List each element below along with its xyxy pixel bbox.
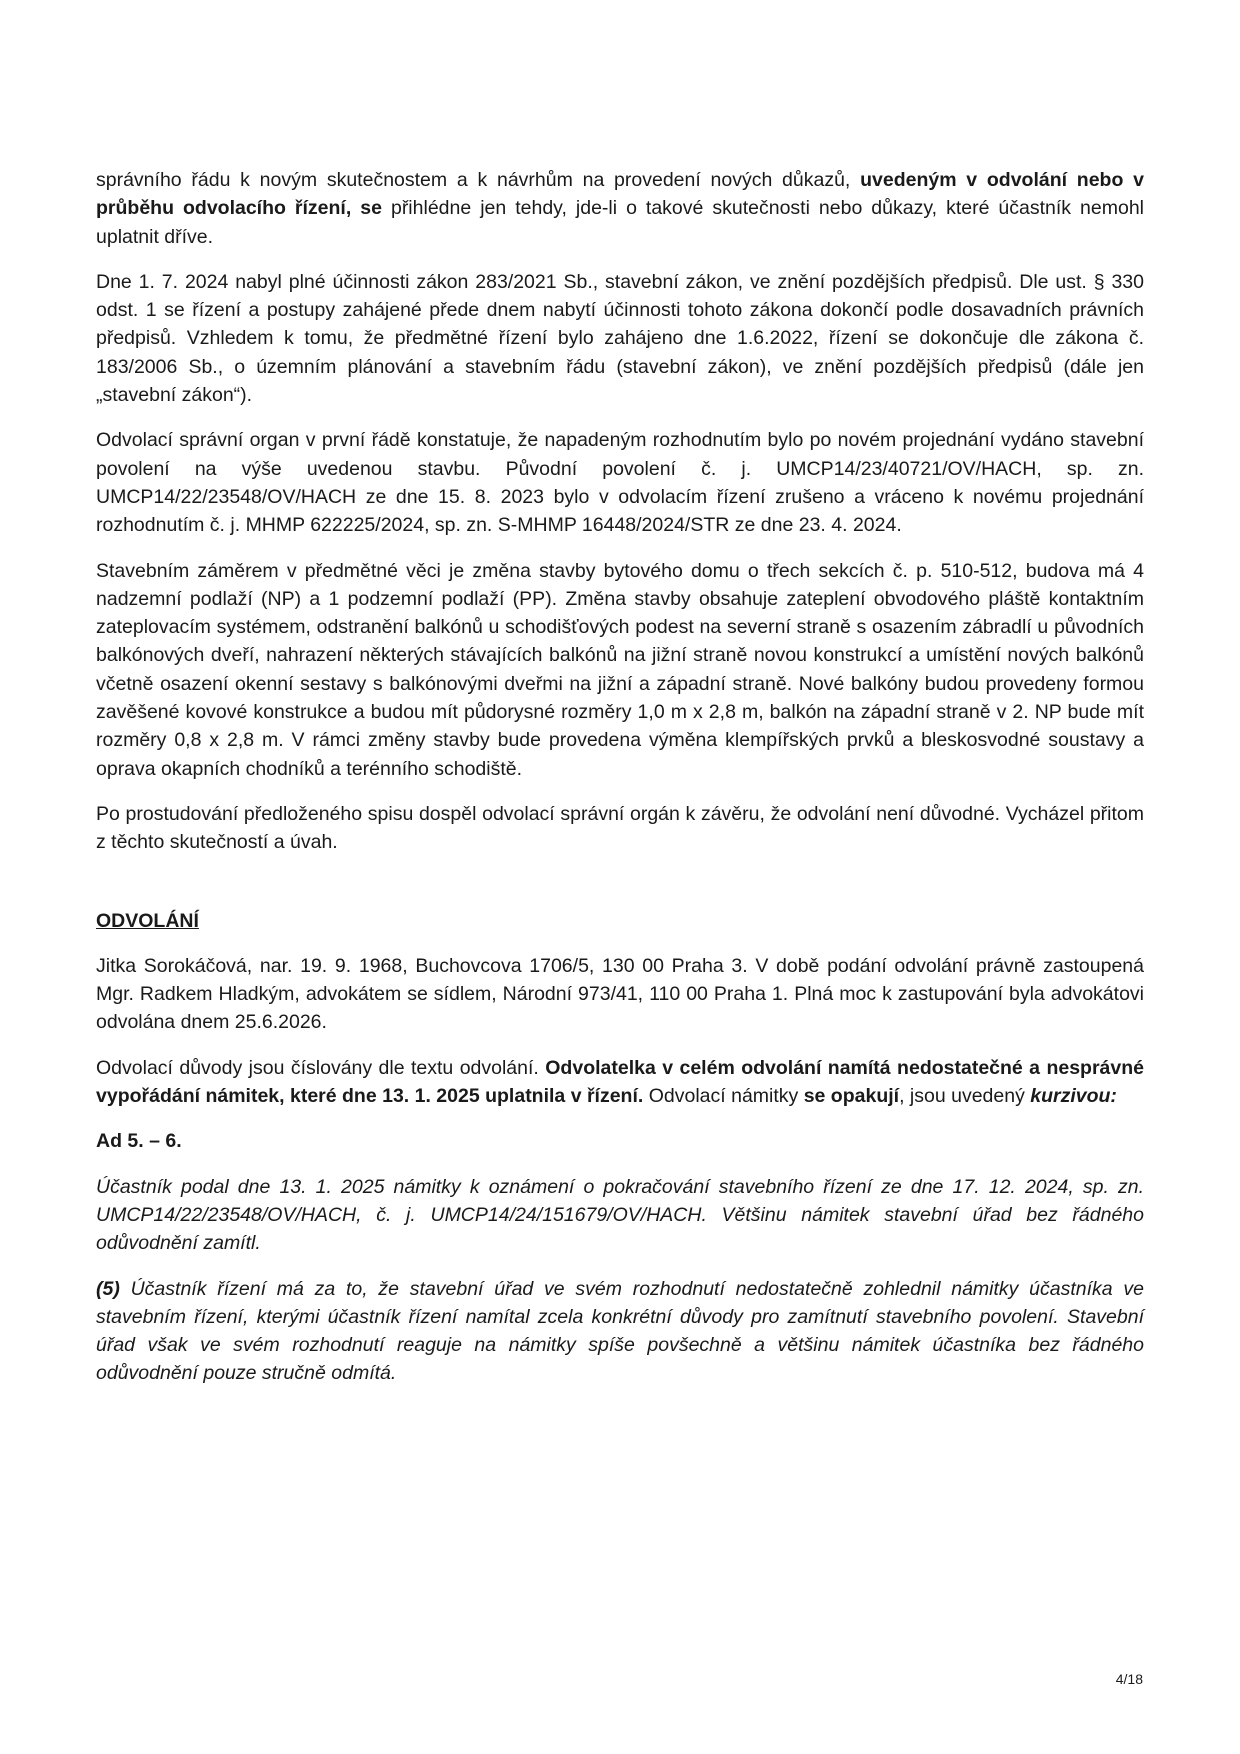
paragraph-7-bold-2: se opakují xyxy=(803,1085,900,1108)
section-heading: ODVOLÁNÍ xyxy=(96,909,199,932)
paragraph-9-number: (5) xyxy=(96,1277,120,1300)
paragraph-7 xyxy=(96,1054,1144,1111)
paragraph-1 xyxy=(96,166,1144,251)
page-number: 4/18 xyxy=(1115,1671,1143,1687)
paragraph-7-text-3: , jsou uvedený xyxy=(899,1085,1031,1108)
paragraph-8: Účastník podal dne 13. 1. 2025 námitky k oznámení o pokračování stavebního řízení ze dne 17. 12. 2024, sp. zn. UMCP14/22/23548/OV/HACH, č. j. UMCP14/24/151679/OV/HACH. Většinu námitek stavební úřad bez řádného odůvodnění zamítl. xyxy=(96,1175,1144,1255)
ad-heading: Ad 5. – 6. xyxy=(96,1130,182,1153)
paragraph-7-bold: Odvolatelka v celém odvolání namítá nedostatečné a nesprávné vypořádání námitek, které dne 13. 1. 2025 uplatnila v řízení. xyxy=(96,1056,1144,1108)
paragraph-7-text: Odvolací důvody jsou číslovány dle textu odvolání. xyxy=(96,1056,546,1079)
paragraph-5: Po prostudování předloženého spisu dospěl odvolací správní orgán k závěru, že odvolání není důvodné. Vycházel přitom z těchto skutečností a úvah. xyxy=(96,802,1144,854)
document-body xyxy=(96,166,1144,1405)
paragraph-9 xyxy=(96,1275,1144,1388)
paragraph-7-bold-italic: kurzivou: xyxy=(1030,1085,1117,1108)
paragraph-2: Dne 1. 7. 2024 nabyl plné účinnosti zákon 283/2021 Sb., stavební zákon, ve znění pozdějších předpisů. Dle ust. § 330 odst. 1 se řízení a postupy zahájené přede dnem nabytí účinnosti tohoto zákona dokončí podle dosavadních právních předpisů. Vzhledem k tomu, že předmětné řízení bylo zahájeno dne 1.6.2022, řízení se dokončuje dle zákona č. 183/2006 Sb., o územním plánování a stavebním řádu (stavební zákon), ve znění pozdějších předpisů (dále jen „stavební zákon“). xyxy=(96,270,1144,407)
paragraph-1-text: správního řádu k novým skutečnostem a k návrhům na provedení nových důkazů, xyxy=(96,169,861,191)
paragraph-4: Stavebním záměrem v předmětné věci je změna stavby bytového domu o třech sekcích č. p. 510-512, budova má 4 nadzemní podlaží (NP) a 1 podzemní podlaží (PP). Změna stavby obsahuje zateplení obvodového pláště kontaktním zateplovacím systémem, odstranění balkónů u schodišťových podest na severní straně s osazením zábradlí u původních balkónových dveří, nahrazení některých stávajících balkónů na jižní straně novou konstrukcí a umístění nových balkónů včetně osazení okenní sestavy s balkónovými dveřmi na jižní a západní straně. Nové balkóny budou provedeny formou zavěšené kovové konstrukce a budou mít půdorysné rozměry 1,0 m x 2,8 m, balkón na západní straně v 2. NP bude mít rozměry 0,8 x 2,8 m. V rámci změny stavby bude provedena výměna klempířských prvků a bleskosvodné soustavy a oprava okapních chodníků a terénního schodiště. xyxy=(96,559,1144,780)
paragraph-7-text-2: Odvolací námitky xyxy=(643,1085,804,1108)
paragraph-1-text-end: přihlédne jen tehdy, jde-li o takové skutečnosti nebo důkazy, které účastník nemohl uplatnit dříve. xyxy=(96,197,1144,248)
paragraph-9-text: Účastník řízení má za to, že stavební úřad ve svém rozhodnutí nedostatečně zohlednil námitky účastníka ve stavebním řízení, kterými účastník řízení namítal zcela konkrétní důvody pro zamítnutí stavebního povolení. Stavební úřad však ve svém rozhodnutí reaguje na námitky spíše povšechně a většinu námitek účastníka bez řádného odůvodnění pouze stručně odmítá. xyxy=(96,1277,1144,1385)
paragraph-1-bold: uvedeným v odvolání nebo v průběhu odvolacího řízení, se xyxy=(96,169,1144,220)
paragraph-3: Odvolací správní organ v první řádě konstatuje, že napadeným rozhodnutím bylo po novém projednání vydáno stavební povolení na výše uvedenou stavbu. Původní povolení č. j. UMCP14/23/40721/OV/HACH, sp. zn. UMCP14/22/23548/OV/HACH ze dne 15. 8. 2023 bylo v odvolacím řízení zrušeno a vráceno k novému projednání rozhodnutím č. j. MHMP 622225/2024, sp. zn. S-MHMP 16448/2024/STR ze dne 23. 4. 2024. xyxy=(96,429,1144,537)
paragraph-6: Jitka Sorokáčová, nar. 19. 9. 1968, Buchovcova 1706/5, 130 00 Praha 3. V době podání odvolání právně zastoupená Mgr. Radkem Hladkým, advokátem se sídlem, Národní 973/41, 110 00 Praha 1. Plná moc k zastupování byla advokátovi odvolána dnem 25.6.2026. xyxy=(96,954,1144,1034)
